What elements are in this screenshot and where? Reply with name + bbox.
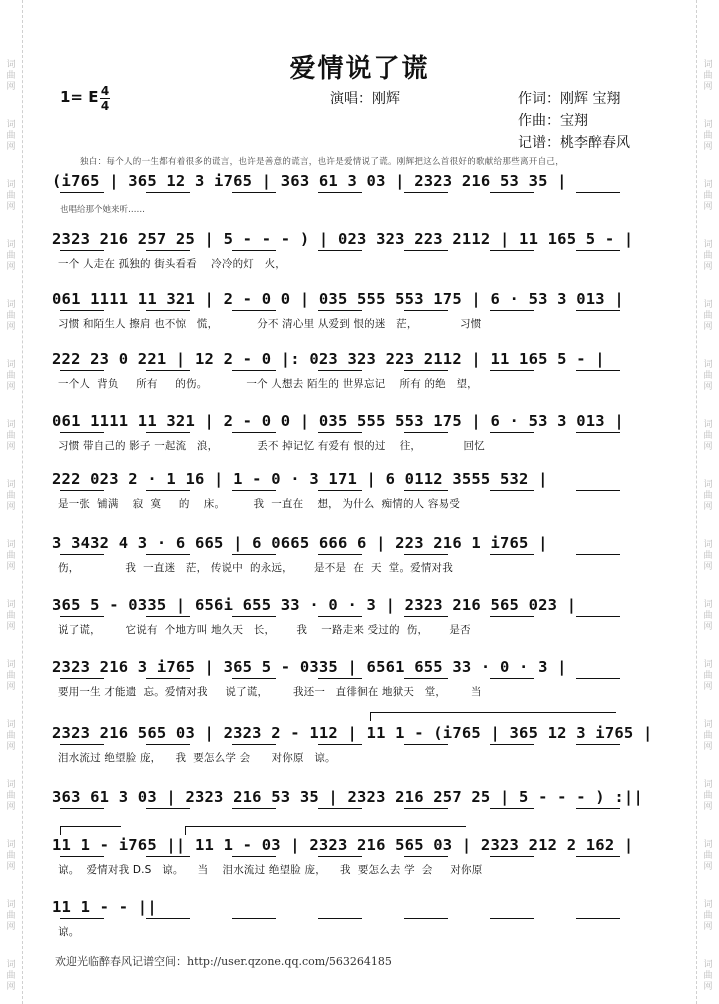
rhythm-beam — [60, 808, 104, 809]
rhythm-beam — [60, 744, 104, 745]
rhythm-beam — [576, 808, 620, 809]
notation-line: 222 023 2 · 1 16 | 1 - 0 · 3 171 | 6 0112 3555 532 | — [52, 470, 548, 488]
rhythm-beam — [404, 744, 448, 745]
rhythm-beam — [404, 250, 448, 251]
notation-line: 2323 216 565 03 | 2323 2 - 112 | 11 1 - (i765 | 365 12 3 i765 | — [52, 724, 653, 742]
rhythm-beam — [404, 918, 448, 919]
rhythm-beam — [232, 744, 276, 745]
rhythm-beam — [318, 856, 362, 857]
rhythm-beam — [60, 192, 104, 193]
lyricist-credit: 作词：刚辉 宝翔 — [518, 91, 621, 107]
watermark-text: 词曲网 — [6, 960, 16, 992]
rhythm-beam — [404, 856, 448, 857]
rhythm-beam — [146, 490, 190, 491]
lyric-line: 谅。 爱情对我 D.S 谅。 当 泪水流过 绝望脸 庞， 我 要怎么去 学 会 对你原 — [58, 864, 483, 876]
watermark-text: 词曲网 — [6, 240, 16, 272]
rhythm-beam — [318, 678, 362, 679]
rhythm-beam — [490, 310, 534, 311]
watermark-text: 词曲网 — [703, 120, 713, 152]
rhythm-beam — [404, 192, 448, 193]
lyric-line: 一个 人走在 孤独的 街头看看 冷冷的灯 火， — [58, 258, 286, 270]
composer-credit: 作曲：宝翔 — [518, 113, 588, 129]
rhythm-beam — [232, 192, 276, 193]
watermark-text: 词曲网 — [6, 360, 16, 392]
rhythm-beam — [404, 554, 448, 555]
rhythm-beam — [490, 432, 534, 433]
notation-line: (i765 | 365 12 3 i765 | 363 61 3 03 | 2323 216 53 35 | — [52, 172, 567, 190]
rhythm-beam — [490, 744, 534, 745]
rhythm-beam — [576, 918, 620, 919]
rhythm-beam — [146, 250, 190, 251]
volta-bracket — [185, 826, 466, 835]
watermark-text: 词曲网 — [703, 60, 713, 92]
lyric-line: 伤， 我 一直迷 茫， 传说中 的永远， 是不是 在 天 堂。爱情对我 — [58, 562, 453, 574]
notation-line: 11 1 - - || — [52, 898, 157, 916]
watermark-text: 词曲网 — [703, 420, 713, 452]
song-title: 爱情说了谎 — [289, 54, 430, 84]
lyric-line: 习惯 带自己的 影子 一起流 浪， 丢不 掉记忆 有爱有 恨的过 往， 回忆 — [58, 440, 485, 452]
rhythm-beam — [60, 370, 104, 371]
rhythm-beam — [232, 310, 276, 311]
rhythm-beam — [404, 310, 448, 311]
watermark-text: 词曲网 — [703, 300, 713, 332]
watermark-text: 词曲网 — [6, 300, 16, 332]
rhythm-beam — [146, 616, 190, 617]
rhythm-beam — [404, 370, 448, 371]
watermark-text: 词曲网 — [6, 120, 16, 152]
watermark-text: 词曲网 — [6, 660, 16, 692]
lyric-line: 一个人 背负 所有 的伤。 一个 人想去 陌生的 世界忘记 所有 的绝 望， — [58, 378, 478, 390]
watermark-text: 词曲网 — [703, 840, 713, 872]
rhythm-beam — [60, 918, 104, 919]
rhythm-beam — [576, 856, 620, 857]
rhythm-beam — [318, 808, 362, 809]
rhythm-beam — [490, 856, 534, 857]
watermark-text: 词曲网 — [6, 420, 16, 452]
rhythm-beam — [232, 808, 276, 809]
rhythm-beam — [146, 856, 190, 857]
watermark-text: 词曲网 — [703, 540, 713, 572]
time-signature-top: 4 — [100, 84, 110, 98]
notation-line: 2323 216 3 i765 | 365 5 - 0335 | 6561 655 33 · 0 · 3 | — [52, 658, 567, 676]
rhythm-beam — [576, 616, 620, 617]
rhythm-beam — [576, 744, 620, 745]
rhythm-beam — [60, 432, 104, 433]
lyric-line: 要用一生 才能遗 忘。爱情对我 说了谎， 我还一 直徘徊在 地狱天 堂， 当 — [58, 686, 482, 698]
rhythm-beam — [318, 554, 362, 555]
rhythm-beam — [60, 678, 104, 679]
rhythm-beam — [404, 808, 448, 809]
notation-line: 222 23 0 221 | 12 2 - 0 |: 023 323 223 2112 | 11 165 5 - | — [52, 350, 605, 368]
rhythm-beam — [60, 310, 104, 311]
watermark-text: 词曲网 — [703, 480, 713, 512]
lyric-line: 是一张 铺满 寂 寞 的 床。 我 一直在 想， 为什么 痴情的人 容易受 — [58, 498, 461, 510]
rhythm-beam — [146, 370, 190, 371]
rhythm-beam — [146, 310, 190, 311]
rhythm-beam — [490, 370, 534, 371]
rhythm-beam — [146, 918, 190, 919]
watermark-text: 词曲网 — [6, 60, 16, 92]
prelude-monologue: 独白：每个人的一生都有着很多的谎言，也许是善意的谎言，也许是爱情说了谎。刚辉把这么首很好的歌献给那些离开自己， — [80, 157, 565, 167]
watermark-text: 词曲网 — [6, 840, 16, 872]
rhythm-beam — [146, 554, 190, 555]
rhythm-beam — [146, 744, 190, 745]
watermark-text: 词曲网 — [6, 480, 16, 512]
watermark-text: 词曲网 — [6, 540, 16, 572]
notation-line: 365 5 - 0335 | 656i 655 33 · 0 · 3 | 2323 216 565 023 | — [52, 596, 577, 614]
prelude-monologue-continued: 也唱给那个她来听…… — [60, 205, 146, 215]
watermark-text: 词曲网 — [6, 600, 16, 632]
rhythm-beam — [576, 310, 620, 311]
rhythm-beam — [576, 250, 620, 251]
rhythm-beam — [576, 432, 620, 433]
watermark-text: 词曲网 — [703, 660, 713, 692]
rhythm-beam — [60, 554, 104, 555]
rhythm-beam — [146, 678, 190, 679]
watermark-text: 词曲网 — [6, 720, 16, 752]
rhythm-beam — [404, 490, 448, 491]
rhythm-beam — [60, 490, 104, 491]
rhythm-beam — [232, 856, 276, 857]
rhythm-beam — [232, 370, 276, 371]
rhythm-beam — [318, 432, 362, 433]
rhythm-beam — [576, 678, 620, 679]
rhythm-beam — [318, 744, 362, 745]
rhythm-beam — [146, 192, 190, 193]
notation-line: 061 1111 11 321 | 2 - 0 0 | 035 555 553 175 | 6 · 53 3 013 | — [52, 290, 624, 308]
lyric-line: 谅。 — [58, 926, 80, 938]
rhythm-beam — [232, 490, 276, 491]
rhythm-beam — [60, 856, 104, 857]
rhythm-beam — [404, 678, 448, 679]
rhythm-beam — [490, 192, 534, 193]
watermark-text: 词曲网 — [703, 780, 713, 812]
rhythm-beam — [318, 918, 362, 919]
rhythm-beam — [232, 616, 276, 617]
watermark-text: 词曲网 — [6, 180, 16, 212]
rhythm-beam — [318, 490, 362, 491]
rhythm-beam — [490, 808, 534, 809]
watermark-text: 词曲网 — [703, 600, 713, 632]
notation-line: 11 1 - i765 || 11 1 - 03 | 2323 216 565 03 | 2323 212 2 162 | — [52, 836, 634, 854]
volta-bracket — [370, 712, 616, 721]
rhythm-beam — [232, 678, 276, 679]
footer-link-text: 欢迎光临醉春风记谱空间：http://user.qzone.qq.com/563264185 — [55, 955, 392, 968]
time-signature-bottom: 4 — [100, 99, 110, 113]
watermark-text: 词曲网 — [703, 180, 713, 212]
rhythm-beam — [146, 432, 190, 433]
rhythm-beam — [490, 918, 534, 919]
lyric-line: 习惯 和陌生人 擦肩 也不惊 慌， 分不 清心里 从爱到 恨的迷 茫， 习惯 — [58, 318, 482, 330]
rhythm-beam — [490, 678, 534, 679]
rhythm-beam — [490, 250, 534, 251]
watermark-text: 词曲网 — [6, 900, 16, 932]
watermark-text: 词曲网 — [703, 900, 713, 932]
rhythm-beam — [232, 432, 276, 433]
time-signature — [100, 85, 110, 112]
rhythm-beam — [232, 250, 276, 251]
rhythm-beam — [318, 192, 362, 193]
notation-line: 061 1111 11 321 | 2 - 0 0 | 035 555 553 175 | 6 · 53 3 013 | — [52, 412, 624, 430]
lyric-line: 说了谎， 它说有 个地方叫 地久天 长， 我 一路走来 受过的 伤， 是否 — [58, 624, 471, 636]
watermark-text: 词曲网 — [703, 360, 713, 392]
rhythm-beam — [232, 554, 276, 555]
rhythm-beam — [490, 490, 534, 491]
rhythm-beam — [576, 490, 620, 491]
rhythm-beam — [60, 616, 104, 617]
notation-line: 3 3432 4 3 · 6 665 | 6 0665 666 6 | 223 216 1 i765 | — [52, 534, 548, 552]
rhythm-beam — [146, 808, 190, 809]
watermark-text: 词曲网 — [6, 780, 16, 812]
rhythm-beam — [232, 918, 276, 919]
notation-line: 2323 216 257 25 | 5 - - - ) | 023 323 223 2112 | 11 165 5 - | — [52, 230, 634, 248]
volta-bracket — [60, 826, 121, 835]
key-signature: 1= E — [60, 88, 99, 106]
singer-credit: 演唱：刚辉 — [330, 91, 400, 107]
rhythm-beam — [404, 432, 448, 433]
watermark-text: 词曲网 — [703, 720, 713, 752]
rhythm-beam — [318, 310, 362, 311]
rhythm-beam — [60, 250, 104, 251]
rhythm-beam — [318, 616, 362, 617]
watermark-text: 词曲网 — [703, 960, 713, 992]
rhythm-beam — [490, 616, 534, 617]
rhythm-beam — [576, 554, 620, 555]
transcriber-credit: 记谱：桃李醉春风 — [518, 135, 630, 151]
rhythm-beam — [318, 250, 362, 251]
rhythm-beam — [490, 554, 534, 555]
rhythm-beam — [576, 370, 620, 371]
watermark-text: 词曲网 — [703, 240, 713, 272]
lyric-line: 泪水流过 绝望脸 庞， 我 要怎么学 会 对你原 谅。 — [58, 752, 336, 764]
rhythm-beam — [404, 616, 448, 617]
rhythm-beam — [318, 370, 362, 371]
notation-line: 363 61 3 03 | 2323 216 53 35 | 2323 216 257 25 | 5 - - - ) :|| — [52, 788, 643, 806]
rhythm-beam — [576, 192, 620, 193]
